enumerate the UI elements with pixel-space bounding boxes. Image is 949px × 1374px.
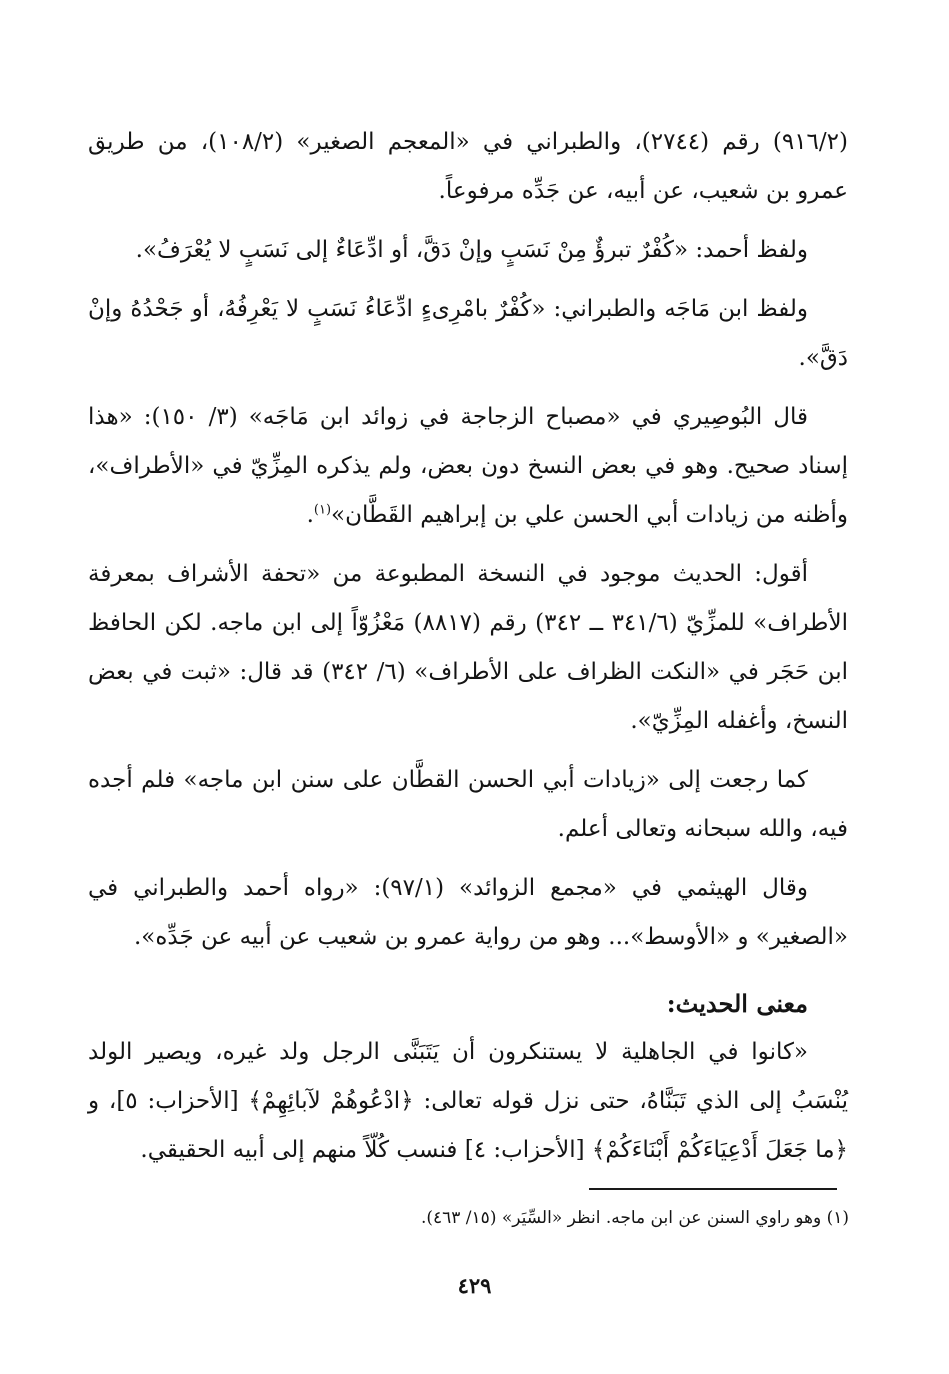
page-number: ٤٢٩ <box>457 1273 492 1298</box>
paragraph-source-reference: (٩١٦/٢) رقم (٢٧٤٤)، والطبراني في «المعجم الصغير» (١٠٨/٢)، من طريق عمرو بن شعيب، عن أبيه، عن جَدِّه مرفوعاً. <box>88 129 848 204</box>
busiri-quote-text: قال البُوصِيري في «مصباح الزجاجة في زوائد ابن مَاجَه» (٣/ ١٥٠): «هذا إسناد صحيح. وهو في بعض النسخ دون بعض، ولم يذكره المِزِّيّ في «الأطراف»، وأظنه من زيادات أبي الحسن علي بن إبراهيم القَطَّان» <box>88 404 848 528</box>
paragraph-qattan-check: كما رجعت إلى «زيادات أبي الحسن القطَّان على سنن ابن ماجه» فلم أجده فيه، والله سبحانه وتعالى أعلم. <box>88 767 848 842</box>
paragraph-author-comment: أقول: الحديث موجود في النسخة المطبوعة من «تحفة الأشراف بمعرفة الأطراف» للمزِّيّ (٣٤١/٦ ــ ٣٤٢) رقم (٨٨١٧) مَعْزُوّاً إلى ابن ماجه. لكن الحافظ ابن حَجَر في «النكت الظراف على الأطراف» (٦/ ٣٤٢) قد قال: «ثبت في بعض النسخ، وأغفله المِزِّيّ». <box>88 561 848 734</box>
paragraph-busiri-quote <box>88 393 848 540</box>
paragraph-ibn-majah-wording: ولفظ ابن مَاجَه والطبراني: «كُفْرٌ بامْرِىءٍ ادِّعَاءُ نَسَبٍ لا يَعْرِفُهُ، أو جَحْدُهُ وإنْ دَقَّ». <box>88 296 848 371</box>
paragraph-hadith-meaning: «كانوا في الجاهلية لا يستنكرون أن يَتَبَنَّى الرجل ولد غيره، ويصير الولد يُنْسَبُ إلى الذي تَبَنَّاهُ، حتى نزل قوله تعالى: ﴿ادْعُوهُمْ لآبائِهِمْ﴾ [الأحزاب: ٥]، و ﴿ما جَعَلَ أَدْعِيَاءَكُمْ أَبْنَاءَكُمْ﴾ [الأحزاب: ٤] فنسب كُلّاً منهم إلى أبيه الحقيقي. <box>88 1039 848 1163</box>
paragraph-ahmad-wording: ولفظ أحمد: «كُفْرٌ تبرؤٌ مِنْ نَسَبٍ وإنْ دَقَّ، أو ادِّعَاءٌ إلى نَسَبٍ لا يُعْرَفُ». <box>135 237 808 263</box>
footnote-divider <box>589 1188 837 1190</box>
page-body <box>88 118 848 1185</box>
paragraph-haythami-quote: وقال الهيثمي في «مجمع الزوائد» (٩٧/١): «رواه أحمد والطبراني في «الصغير» و «الأوسط»... وهو من رواية عمرو بن شعيب عن أبيه عن جَدِّه». <box>88 875 848 950</box>
footnote-marker: (١) <box>313 502 332 518</box>
section-heading: معنى الحديث: <box>666 989 808 1018</box>
footnote: (١) وهو راوي السنن عن ابن ماجه. انظر «السِّيَر» (١٥/ ٤٦٣). <box>420 1208 849 1228</box>
busiri-quote-end: . <box>306 502 314 528</box>
